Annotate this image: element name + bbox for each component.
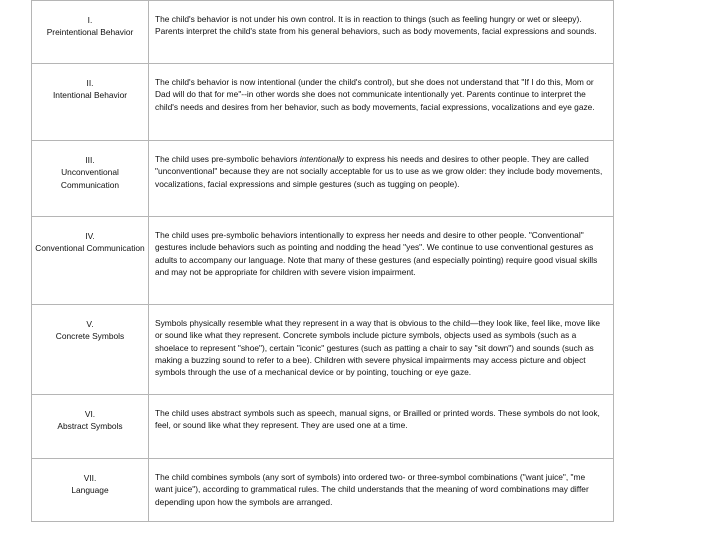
stage-description: The child combines symbols (any sort of symbols) into ordered two- or three-symbol combinations ("want juice", "me want juice"), according to grammatical rules. The child understands that the meaning of word combinations may differ depending upon how the symbols are arranged. (155, 472, 589, 507)
stage-description: The child uses pre-symbolic behaviors intentionally to express her needs and desire to other people. "Conventional" gestures include behaviors such as pointing and nodding the head "yes". We continue to use conventional gestures as adults to accompany our language. Note that many of these gestures (and especially pointing) require good visual skills and may not be appropriate for children with severe vision impairment. (155, 230, 598, 277)
stage-number: VII. (83, 473, 97, 483)
description-text-after: to express his needs and desires to other people. They are called "unconventional" because they are not socially acceptable for us to use as we grow older: they include body movements, vocalizations, facial expressions and simple gestures (such as tugging on people). (155, 154, 603, 189)
description-text-before: The child uses pre-symbolic behaviors (155, 154, 300, 164)
table-row (32, 217, 614, 305)
stage-name: Concrete Symbols (55, 331, 125, 342)
stage-description: The child's behavior is now intentional (under the child's control), but she does not understand that "If I do this, Mom or Dad will do that for me"--in other words she does not communicate intentionally yet. Parents continue to interpret the child's needs and desires from her behavior, such as body movements, facial expressions, vocalizations and eye gaze. (155, 77, 595, 112)
stage-number: VI. (84, 409, 96, 419)
stage-number: II. (86, 78, 94, 88)
stage-name: Unconventional Communication (60, 167, 120, 190)
stage-cell (32, 395, 149, 459)
stage-cell (32, 1, 149, 64)
table-row (32, 305, 614, 395)
stage-number: V. (86, 319, 94, 329)
description-cell (149, 1, 614, 64)
description-cell (149, 459, 614, 522)
stage-number: I. (87, 15, 93, 25)
description-cell (149, 141, 614, 217)
stage-name: Abstract Symbols (57, 421, 123, 432)
stage-cell (32, 141, 149, 217)
stage-cell (32, 459, 149, 522)
stage-description (149, 141, 613, 190)
table-row (32, 1, 614, 64)
stage-name: Language (71, 485, 109, 496)
description-cell (149, 305, 614, 395)
table-row (32, 459, 614, 522)
description-emphasis: intentionally (299, 154, 344, 164)
stage-cell (32, 217, 149, 305)
table-row (32, 64, 614, 141)
stage-cell (32, 64, 149, 141)
stage-name: Preintentional Behavior (46, 27, 134, 38)
stage-number: III. (85, 155, 95, 165)
communication-levels-table (31, 0, 614, 522)
description-cell (149, 395, 614, 459)
stage-name: Intentional Behavior (52, 90, 128, 101)
table-row (32, 141, 614, 217)
description-cell (149, 64, 614, 141)
description-cell (149, 217, 614, 305)
stage-description: The child uses abstract symbols such as speech, manual signs, or Brailled or printed words. These symbols do not look, feel, or sound like what they represent. They are used one at a time. (155, 408, 600, 431)
stage-number: IV. (85, 231, 95, 241)
stage-description: Symbols physically resemble what they represent in a way that is obvious to the child—they look like, feel like, move like or sound like what they represent. Concrete symbols include picture symbols, objects used as symbols (such as a shoelace to represent "shoe"), certain "iconic" gestures (such as patting a chair to say "sit down") and sounds (such as making a buzzing sound to refer to a bee). Children with severe physical impairments may access picture and object symbols through the use of a mechanical device or by pointing, touching or eye gaze. (155, 318, 601, 378)
table-row (32, 395, 614, 459)
stage-description: The child's behavior is not under his own control. It is in reaction to things (such as feeling hungry or wet or sleepy). Parents interpret the child's state from his general behaviors, such as body movements, facial expressions and sounds. (155, 14, 597, 37)
stage-cell (32, 305, 149, 395)
stage-name: Conventional Communication (35, 243, 145, 254)
